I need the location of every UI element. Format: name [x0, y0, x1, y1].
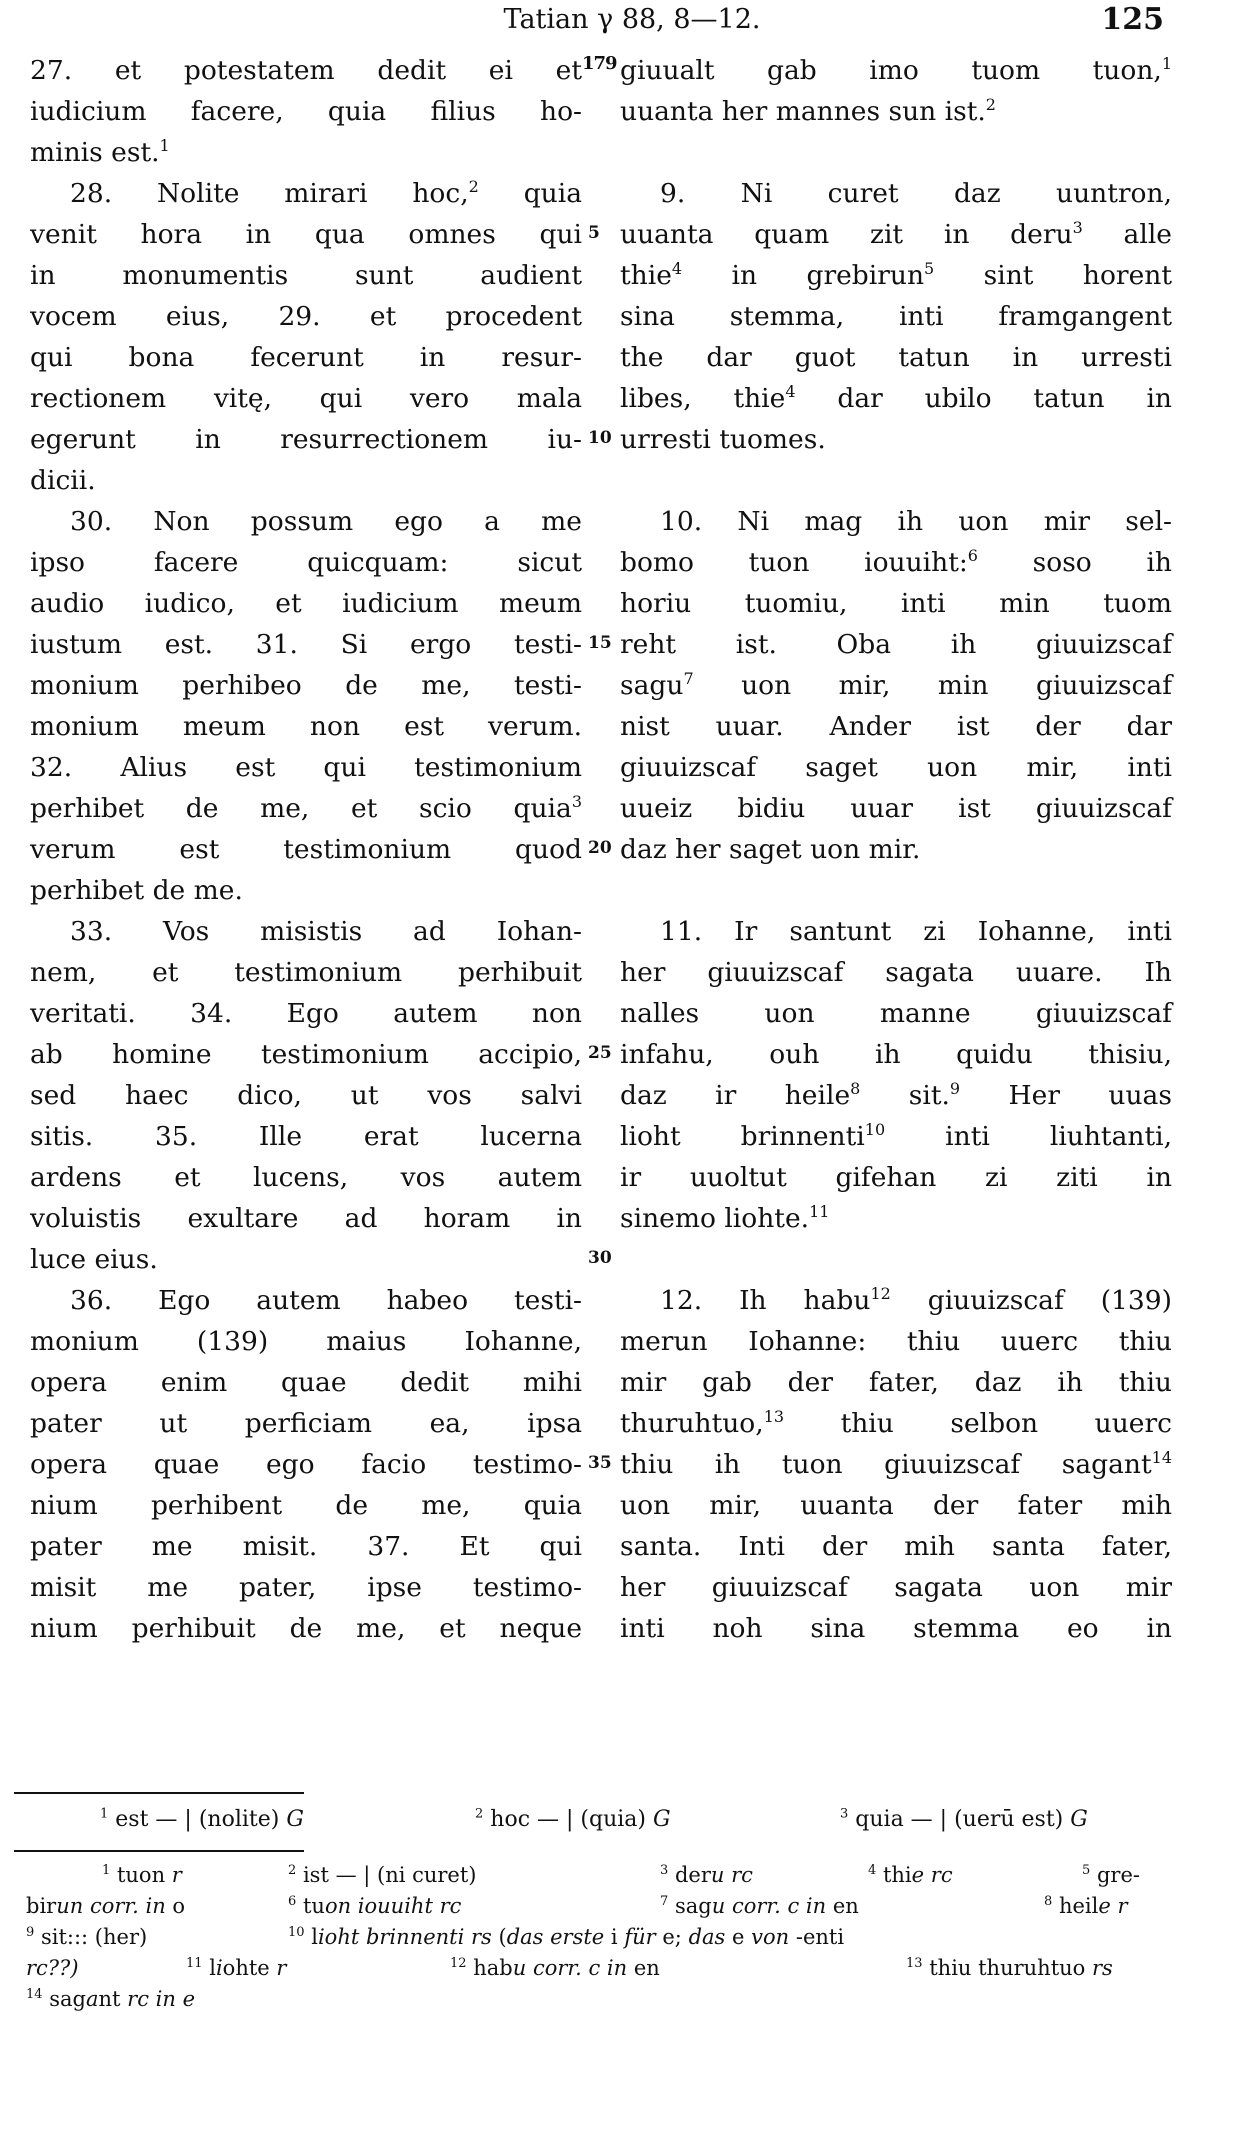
footnote-line [26, 1984, 1176, 2015]
text-line: 11. Ir santunt zi Iohanne, inti [660, 916, 1172, 947]
text-line: thiu ih tuon giuuizscaf sagant$^{14}$ [620, 1448, 1172, 1480]
text-line: ab homine testimonium accipio, [30, 1039, 582, 1070]
text-line: uon mir, uuanta der fater mih [620, 1490, 1172, 1521]
footnote-line [26, 1860, 1176, 1891]
text-line: vocem eius, 29. et procedent [30, 301, 582, 332]
footnote-ref: 2 [468, 177, 479, 197]
text-line: ipso facere quicquam: sicut [30, 547, 582, 578]
text-line: infahu, ouh ih quidu thisiu, [620, 1039, 1172, 1070]
text-line: horiu tuomiu, inti min tuom [620, 588, 1172, 619]
text-line: libes, thie$^4$ dar ubilo tatun in [620, 382, 1172, 414]
text-line: sagu$^7$ uon mir, min giuuizscaf [620, 669, 1172, 701]
text-line: minis est.$^1$ [30, 136, 170, 168]
text-line: egerunt in resurrectionem iu- [30, 424, 582, 455]
blank-line [620, 132, 1172, 173]
footnote: $^4$ thie rc [868, 1863, 953, 1887]
text-line: mir gab der fater, daz ih thiu [620, 1367, 1172, 1398]
text-line: uuanta quam zit in deru$^3$ alle [620, 218, 1172, 250]
footnote: $^2$ hoc — | (quia) G [475, 1806, 671, 1832]
line-number: 20 [588, 838, 612, 858]
line-number: 35 [588, 1453, 612, 1473]
footnote-ref: 4 [671, 259, 683, 279]
text-line: voluistis exultare ad horam in [30, 1203, 582, 1234]
text-line: misit me pater, ipse testimo- [30, 1572, 582, 1603]
text-line: sitis. 35. Ille erat lucerna [30, 1121, 582, 1152]
manuscript-page-marker: 179 [582, 53, 617, 74]
text-line: 27. et potestatem dedit ei et [30, 55, 582, 86]
text-line: veritati. 34. Ego autem non [30, 998, 582, 1029]
footnote-ref: 4 [785, 382, 796, 402]
footnote-ref: 2 [985, 95, 996, 115]
footnote-ref: 13 [763, 1407, 785, 1427]
line-number: 25 [588, 1043, 612, 1063]
footnote: $^1$ est — | (nolite) G [100, 1806, 304, 1832]
line-number: 30 [588, 1248, 612, 1268]
footnote-ref: 1 [1161, 54, 1172, 74]
text-line: daz ir heile$^8$ sit.$^9$ Her uuas [620, 1079, 1172, 1111]
text-line: daz her saget uon mir. [620, 834, 921, 865]
text-line: sed haec dico, ut vos salvi [30, 1080, 582, 1111]
footnote-ref: 8 [850, 1079, 861, 1099]
text-line: the dar guot tatun in urresti [620, 342, 1172, 373]
footnote-ref: 10 [864, 1120, 886, 1140]
footnote: $^5$ gre- [1082, 1863, 1140, 1887]
text-line: thie$^4$ in grebirun$^5$ sint horent [620, 259, 1172, 291]
text-line: audio iudico, et iudicium meum [30, 588, 582, 619]
footnote-line [26, 1953, 1176, 1984]
footnote-ref: 11 [809, 1202, 830, 1222]
footnote-ref: 1 [159, 136, 170, 156]
footnote: $^9$ sit::: (her) [26, 1925, 148, 1949]
text-line: monium (139) maius Iohanne, [30, 1326, 582, 1357]
text-line: perhibet de me. [30, 875, 243, 906]
blank-line [620, 1239, 1172, 1280]
footnote: $^2$ ist — | (ni curet) [288, 1863, 477, 1887]
blank-line [620, 870, 1172, 911]
blank-line [620, 460, 1172, 501]
text-line: ardens et lucens, vos autem [30, 1162, 582, 1193]
text-line: nium perhibuit de me, et neque [30, 1613, 582, 1644]
line-number: 5 [588, 223, 600, 243]
text-line: opera quae ego facio testimo- [30, 1449, 582, 1480]
footnote-ref: 12 [870, 1284, 891, 1304]
text-line: her giuuizscaf sagata uuare. Ih [620, 957, 1172, 988]
footnote-divider [14, 1792, 304, 1794]
text-line: bomo tuon iouuiht:$^6$ soso ih [620, 546, 1172, 578]
text-line: nalles uon manne giuuizscaf [620, 998, 1172, 1029]
text-line: her giuuizscaf sagata uon mir [620, 1572, 1172, 1603]
footnote: $^{13}$ thiu thuruhtuo rs [906, 1956, 1113, 1980]
footnote: $^8$ heile r [1044, 1894, 1128, 1918]
text-line: inti noh sina stemma eo in [620, 1613, 1172, 1644]
footnote-ref: 9 [949, 1079, 961, 1099]
running-header: Tatian γ 88, 8—12. [503, 4, 761, 35]
footnote: $^7$ sagu corr. c in en [660, 1894, 859, 1918]
footnote: rc??) [26, 1956, 79, 1980]
line-number: 15 [588, 633, 612, 653]
text-line: 10. Ni mag ih uon mir sel- [660, 506, 1172, 537]
text-line: uueiz bidiu uuar ist giuuizscaf [620, 793, 1172, 824]
text-line: qui bona fecerunt in resur- [30, 342, 582, 373]
text-line: merun Iohanne: thiu uuerc thiu [620, 1326, 1172, 1357]
text-line: rectionem vitę, qui vero mala [30, 383, 582, 414]
text-line: pater ut perficiam ea, ipsa [30, 1408, 582, 1439]
text-line: thuruhtuo,$^{13}$ thiu selbon uuerc [620, 1407, 1172, 1439]
footnote-ref: 14 [1151, 1448, 1172, 1468]
text-line: giuualt gab imo tuom tuon,$^1$ [620, 54, 1172, 86]
latin-column [30, 50, 582, 1649]
line-number: 10 [588, 428, 612, 448]
text-line: monium perhibeo de me, testi- [30, 670, 582, 701]
footnote-divider [14, 1850, 304, 1852]
footnote: $^3$ deru rc [660, 1863, 753, 1887]
page-number: 125 [1101, 2, 1164, 37]
footnote: birun corr. in o [26, 1894, 186, 1918]
footnote: $^1$ tuon r [102, 1863, 182, 1887]
footnote-ref: 7 [683, 669, 694, 689]
footnote: $^{14}$ sagant rc in e [26, 1987, 195, 2011]
text-line: nem, et testimonium perhibuit [30, 957, 582, 988]
footnote-ref: 6 [967, 546, 978, 566]
text-line: opera enim quae dedit mihi [30, 1367, 582, 1398]
text-line: iustum est. 31. Si ergo testi- [30, 629, 582, 660]
text-line: venit hora in qua omnes qui [30, 219, 582, 250]
text-line: dicii. [30, 465, 96, 496]
ohg-column [620, 50, 1172, 1649]
text-line: verum est testimonium quod [30, 834, 582, 865]
text-line: uuanta her mannes sun ist.$^2$ [620, 95, 996, 127]
text-line: sinemo liohte.$^{11}$ [620, 1202, 830, 1234]
footnote: $^{12}$ habu corr. c in en [450, 1956, 660, 1980]
text-line: 32. Alius est qui testimonium [30, 752, 582, 783]
text-line: 12. Ih habu$^{12}$ giuuizscaf (139) [660, 1284, 1172, 1316]
text-line: iudicium facere, quia filius ho- [30, 96, 582, 127]
text-line: 36. Ego autem habeo testi- [70, 1285, 582, 1316]
footnote-ref: 3 [571, 792, 582, 812]
text-line: sina stemma, inti framgangent [620, 301, 1172, 332]
footnote-ref: 3 [1072, 218, 1083, 238]
text-line: ir uuoltut gifehan zi ziti in [620, 1162, 1172, 1193]
footnote-line [26, 1922, 1176, 1953]
text-line: lioht brinnenti$^{10}$ inti liuhtanti, [620, 1120, 1172, 1152]
text-line: 9. Ni curet daz uuntron, [660, 178, 1172, 209]
footnote-ref: 5 [924, 259, 935, 279]
text-line: reht ist. Oba ih giuuizscaf [620, 629, 1172, 660]
text-line: giuuizscaf saget uon mir, inti [620, 752, 1172, 783]
text-line: nist uuar. Ander ist der dar [620, 711, 1172, 742]
text-line: luce eius. [30, 1244, 158, 1275]
text-line: urresti tuomes. [620, 424, 826, 455]
text-line: 33. Vos misistis ad Iohan- [70, 916, 582, 947]
footnote: $^6$ tuon iouuiht rc [288, 1894, 462, 1918]
text-line: 30. Non possum ego a me [70, 506, 582, 537]
footnote-line [26, 1891, 1176, 1922]
text-line: in monumentis sunt audient [30, 260, 582, 291]
ohg-footnotes [26, 1860, 1176, 2015]
text-line: santa. Inti der mih santa fater, [620, 1531, 1172, 1562]
footnote: $^{10}$ lioht brinnenti rs (das erste i für e; das e von -enti [288, 1925, 845, 1949]
text-line: 28. Nolite mirari hoc,$^2$ quia [70, 177, 582, 209]
text-line: monium meum non est verum. [30, 711, 582, 742]
text-line: pater me misit. 37. Et qui [30, 1531, 582, 1562]
text-line: nium perhibent de me, quia [30, 1490, 582, 1521]
footnote: $^{11}$ liohte r [186, 1956, 287, 1980]
text-line: perhibet de me, et scio quia$^3$ [30, 792, 582, 824]
footnote: $^3$ quia — | (uerū est) G [840, 1806, 1088, 1832]
